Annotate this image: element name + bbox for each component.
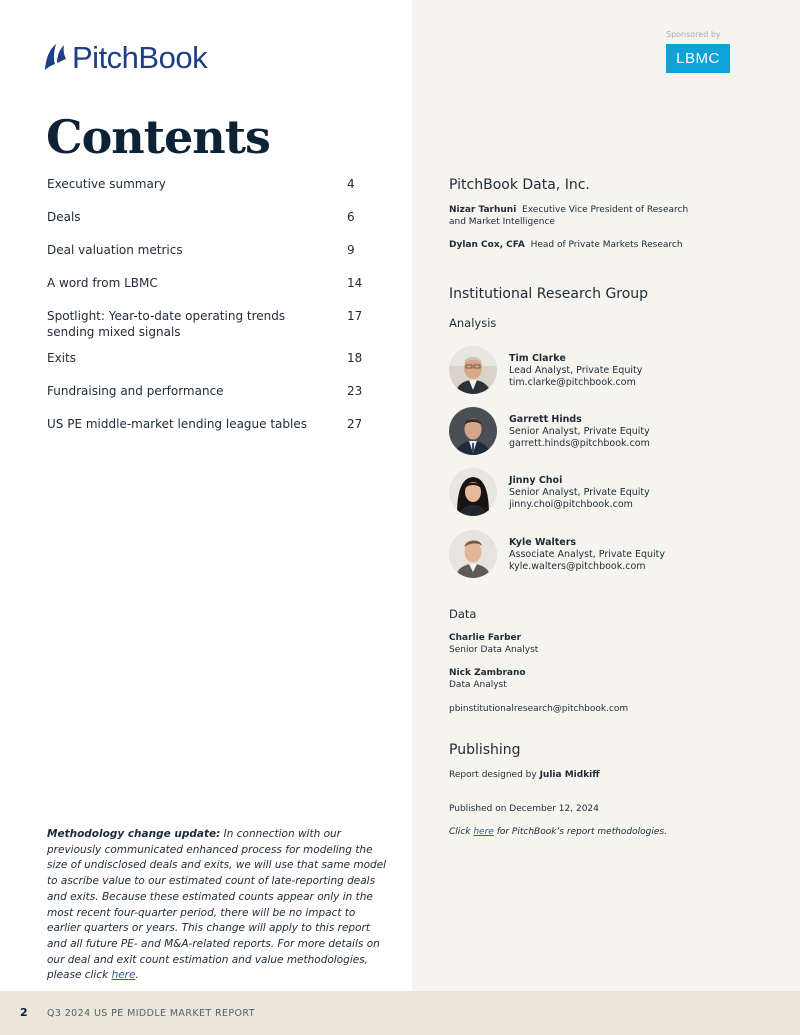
- leader-title: Head of Private Markets Research: [530, 240, 683, 250]
- analyst-email[interactable]: tim.clarke@pitchbook.com: [509, 377, 636, 388]
- methodology-note-end: .: [135, 969, 139, 982]
- analyst-role: Senior Analyst, Private Equity: [509, 426, 650, 437]
- leader-name: Dylan Cox, CFA: [449, 240, 525, 250]
- leader-title: Executive Vice President of Research and Market Intelligence: [449, 205, 689, 227]
- analyst-card: [509, 353, 642, 389]
- company-heading: PitchBook Data, Inc.: [449, 177, 590, 193]
- analyst-name: Garrett Hinds: [509, 414, 582, 425]
- lbmc-logo[interactable]: LBMC: [666, 44, 730, 73]
- toc-label: US PE middle-market lending league tables: [47, 417, 307, 431]
- designer-prefix: Report designed by: [449, 770, 537, 780]
- toc-item[interactable]: [47, 308, 367, 340]
- analyst-role: Associate Analyst, Private Equity: [509, 549, 665, 560]
- toc-label: A word from LBMC: [47, 276, 158, 290]
- toc-item[interactable]: [47, 383, 367, 399]
- analyst-name: Tim Clarke: [509, 353, 566, 364]
- avatar-tim-clarke: [449, 346, 497, 394]
- analyst-card: [509, 475, 650, 511]
- data-team-member: [449, 633, 538, 656]
- toc-page-number: 17: [347, 309, 363, 323]
- publishing-heading: Publishing: [449, 742, 521, 758]
- sponsor-label: Sponsored by: [666, 30, 721, 39]
- analyst-role: Lead Analyst, Private Equity: [509, 365, 643, 376]
- methodology-here-link[interactable]: here: [473, 827, 494, 837]
- leader-entry: [449, 205, 699, 228]
- analyst-card: [509, 537, 665, 573]
- toc-item[interactable]: [47, 350, 367, 366]
- toc-label: Deal valuation metrics: [47, 243, 183, 257]
- toc-label: Deals: [47, 210, 81, 224]
- toc-item[interactable]: [47, 209, 367, 225]
- analysis-heading: Analysis: [449, 316, 497, 330]
- contact-email[interactable]: pbinstitutionalresearch@pitchbook.com: [449, 704, 629, 714]
- toc-label: Exits: [47, 351, 76, 365]
- toc-label: Spotlight: Year-to-date operating trends sending mixed signals: [47, 309, 286, 339]
- published-date: Published on December 12, 2024: [449, 804, 599, 814]
- toc-item[interactable]: [47, 275, 367, 291]
- toc-page-number: 4: [347, 177, 355, 191]
- avatar-garrett-hinds: [449, 407, 497, 455]
- toc-label: Executive summary: [47, 177, 166, 191]
- pitchbook-logo[interactable]: [42, 42, 207, 73]
- toc-page-number: 14: [347, 276, 363, 290]
- logo-text: PitchBook: [72, 40, 208, 75]
- leader-entry: [449, 240, 699, 252]
- data-heading: Data: [449, 607, 477, 621]
- analyst-email[interactable]: kyle.walters@pitchbook.com: [509, 561, 646, 572]
- data-member-role: Senior Data Analyst: [449, 644, 539, 655]
- data-team-member: [449, 668, 526, 691]
- toc-page-number: 23: [347, 384, 363, 398]
- analyst-email[interactable]: jinny.choi@pitchbook.com: [509, 499, 633, 510]
- methodology-suffix: for PitchBook’s report methodologies.: [496, 827, 667, 837]
- methodology-note-body: In connection with our previously communicated enhanced process for modeling the size of undisclosed deals and exits, we will use that same model to ascribe value to our estimated count of late-reporting deals and exits. Because these estimated counts appear only in the most recent four-quarter period, there will be no impact to earlier quarters or years. This change will apply to this report and all future PE- and M&A-related reports. For more details on our deal and exit count estimation and value methodologies, please click: [47, 828, 387, 982]
- methodology-link-line: [449, 827, 667, 839]
- report-title: Q3 2024 US PE MIDDLE MARKET REPORT: [47, 1008, 255, 1019]
- data-member-role: Data Analyst: [449, 679, 507, 690]
- page-number: 2: [20, 1006, 28, 1019]
- methodology-note: [47, 827, 387, 984]
- methodology-note-heading: Methodology change update:: [47, 828, 221, 840]
- designer-name: Julia Midkiff: [539, 770, 600, 780]
- research-group-heading: Institutional Research Group: [449, 286, 649, 302]
- avatar-jinny-choi: [449, 468, 497, 516]
- methodology-note-here-link[interactable]: here: [111, 969, 136, 982]
- toc-item[interactable]: [47, 416, 367, 432]
- analyst-card: [509, 414, 650, 450]
- toc-page-number: 9: [347, 243, 355, 257]
- pitchbook-leaf-icon: [42, 43, 68, 73]
- toc-item[interactable]: [47, 242, 367, 258]
- analyst-email[interactable]: garrett.hinds@pitchbook.com: [509, 438, 650, 449]
- leader-name: Nizar Tarhuni: [449, 205, 517, 215]
- toc-label: Fundraising and performance: [47, 384, 224, 398]
- toc-page-number: 18: [347, 351, 363, 365]
- designer-credit: [449, 770, 600, 782]
- page-title: Contents: [46, 110, 270, 164]
- analyst-role: Senior Analyst, Private Equity: [509, 487, 650, 498]
- analyst-name: Kyle Walters: [509, 537, 577, 548]
- analyst-name: Jinny Choi: [509, 475, 563, 486]
- toc-item[interactable]: [47, 176, 367, 192]
- data-member-name: Nick Zambrano: [449, 668, 526, 678]
- toc-page-number: 27: [347, 417, 363, 431]
- click-text: Click: [449, 827, 471, 837]
- toc-page-number: 6: [347, 210, 355, 224]
- avatar-kyle-walters: [449, 530, 497, 578]
- data-member-name: Charlie Farber: [449, 633, 522, 643]
